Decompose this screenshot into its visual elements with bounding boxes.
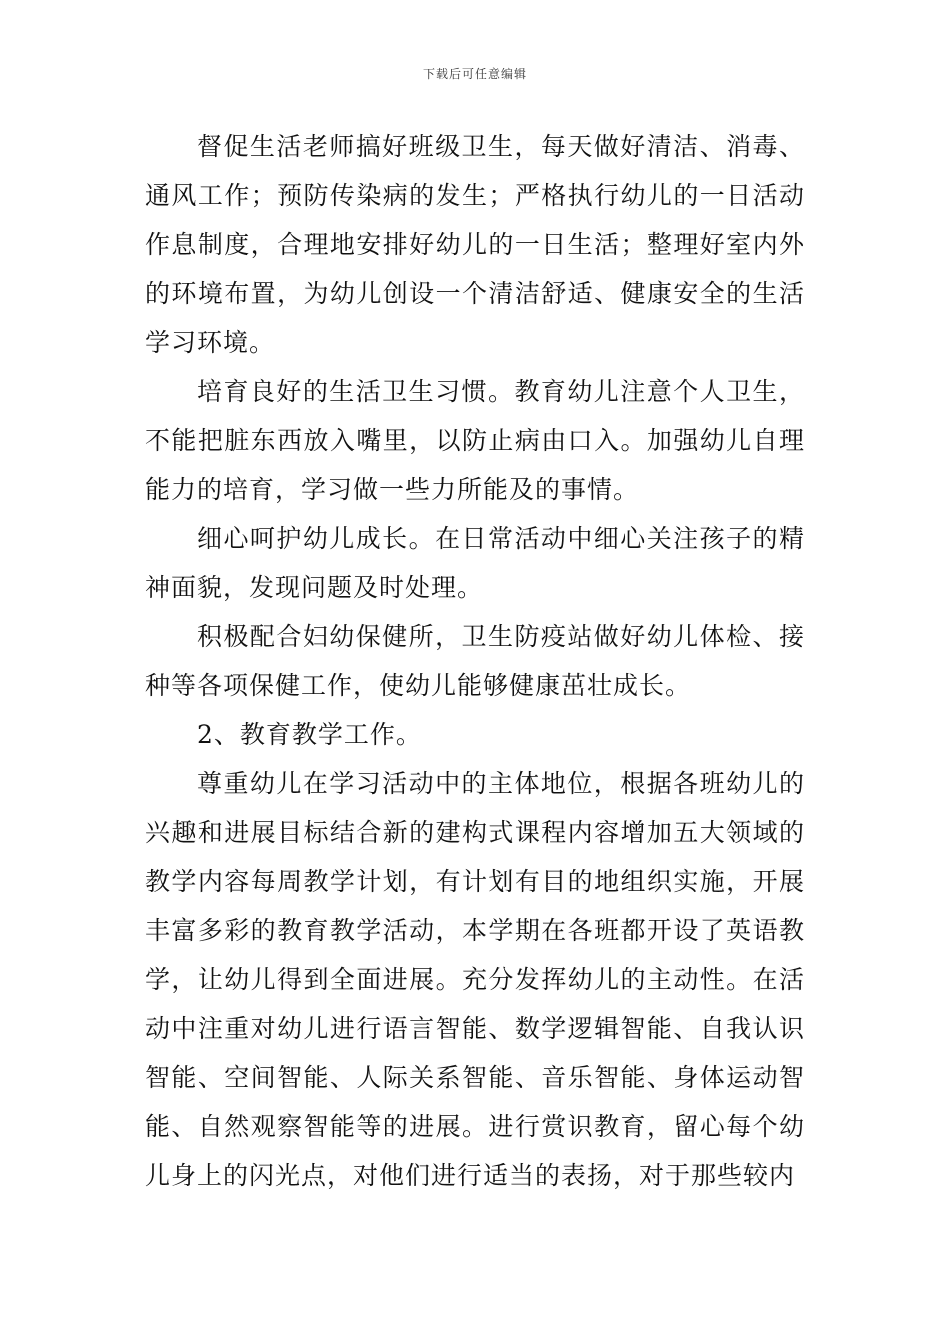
section-heading-teaching: 2、教育教学工作。 <box>197 720 422 749</box>
document-body <box>145 122 805 1200</box>
paragraph-hygiene-habits: 培育良好的生活卫生习惯。教育幼儿注意个人卫生，不能把脏东西放入嘴里，以防止病由口入。加强幼儿自理能力的培育，学习做一些力所能及的事情。 <box>145 377 805 504</box>
paragraph-child-care: 细心呵护幼儿成长。在日常活动中细心关注孩子的精神面貌，发现问题及时处理。 <box>145 524 805 602</box>
paragraph-teaching-work: 尊重幼儿在学习活动中的主体地位，根据各班幼儿的兴趣和进展目标结合新的建构式课程内容增加五大领域的教学内容每周教学计划，有计划有目的地组织实施，开展丰富多彩的教育教学活动，本学期在各班都开设了英语教学，让幼儿得到全面进展。充分发挥幼儿的主动性。在活动中注重对幼儿进行语言智能、数学逻辑智能、自我认识智能、空间智能、人际关系智能、音乐智能、身体运动智能、自然观察智能等的进展。进行赏识教育，留心每个幼儿身上的闪光点，对他们进行适当的表扬，对于那些较内 <box>145 769 805 1190</box>
page-header-note: 下载后可任意编辑 <box>422 67 527 81</box>
paragraph-health-checkup: 积极配合妇幼保健所，卫生防疫站做好幼儿体检、接种等各项保健工作，使幼儿能够健康茁壮成长。 <box>145 622 805 700</box>
paragraph-hygiene-supervision: 督促生活老师搞好班级卫生，每天做好清洁、消毒、通风工作；预防传染病的发生；严格执行幼儿的一日活动作息制度，合理地安排好幼儿的一日生活；整理好室内外的环境布置，为幼儿创设一个清洁舒适、健康安全的生活学习环境。 <box>145 132 805 357</box>
